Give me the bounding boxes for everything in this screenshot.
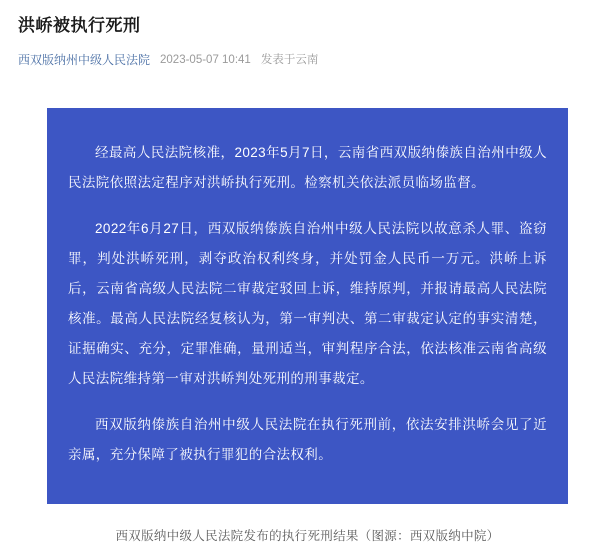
announcement-paragraph: 2022年6月27日，西双版纳傣族自治州中级人民法院以故意杀人罪、盗窃罪，判处洪峤死刑，剥夺政治权利终身，并处罚金人民币一万元。洪峤上诉后，云南省高级人民法院二审裁定驳回上诉，维持原判，并报请最高人民法院核准。最高人民法院经复核认为，第一审判决、第二审裁定认定的事实清楚，证据确实、充分，定罪准确，量刑适当，审判程序合法，依法核准云南省高级人民法院维持第一审对洪峤判处死刑的刑事裁定。	[68, 221, 547, 386]
announcement-card-body	[68, 138, 547, 470]
article-location: 发表于云南	[260, 54, 319, 66]
article-source[interactable]: 西双版纳州中级人民法院	[18, 53, 151, 67]
page-title: 洪峤被执行死刑	[18, 16, 141, 35]
announcement-card	[38, 108, 577, 504]
article-timestamp: 2023-05-07 10:41	[160, 54, 251, 66]
announcement-card-wrapper	[16, 108, 599, 504]
article-meta	[18, 52, 599, 68]
announcement-paragraph: 西双版纳傣族自治州中级人民法院在执行死刑前，依法安排洪峤会见了近亲属，充分保障了被执行罪犯的合法权利。	[68, 417, 547, 462]
image-caption: 西双版纳中级人民法院发布的执行死刑结果（图源：西双版纳中院）	[115, 529, 500, 543]
announcement-paragraph: 经最高人民法院核准，2023年5月7日，云南省西双版纳傣族自治州中级人民法院依照法定程序对洪峤执行死刑。检察机关依法派员临场监督。	[68, 145, 547, 190]
